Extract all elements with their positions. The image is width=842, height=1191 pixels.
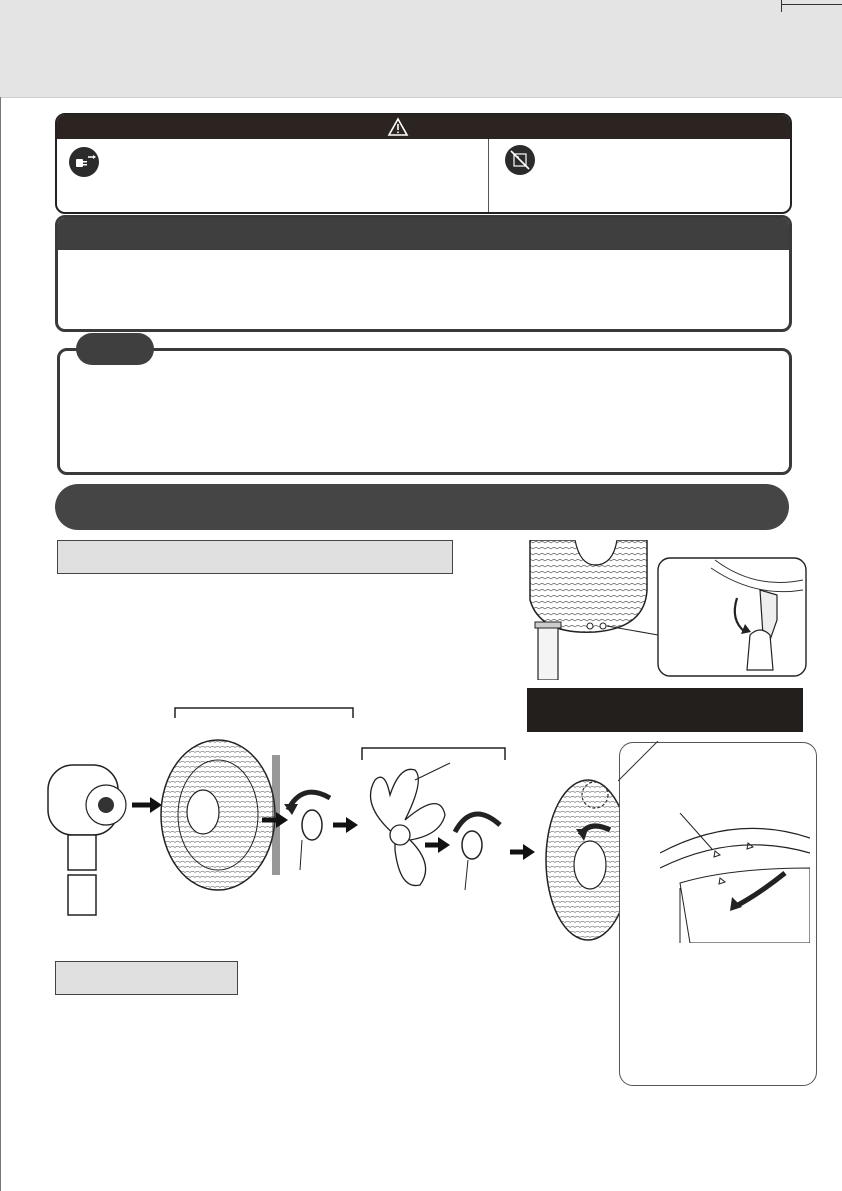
- alignment-mark-detail: [660, 813, 810, 943]
- step-label-care: [55, 961, 238, 995]
- warning-box: [55, 113, 792, 214]
- caution-header-bar: [58, 218, 789, 250]
- crop-mark: [782, 4, 842, 5]
- note-tag: [76, 333, 154, 365]
- alignment-callout: [619, 742, 817, 1086]
- warning-divider: [488, 139, 489, 212]
- guard-clip-illustration: [515, 540, 810, 680]
- page-header-band: [0, 0, 842, 98]
- callout-connector-lines: [618, 741, 666, 1081]
- warning-header-bar: [57, 115, 790, 139]
- section-title-bar: [55, 484, 789, 530]
- unplug-icon: [69, 147, 99, 177]
- warning-triangle-icon: [387, 117, 409, 137]
- caution-box: [55, 215, 792, 332]
- no-water-icon: [505, 145, 535, 175]
- step-label-removal: [57, 540, 453, 574]
- crop-mark: [781, 0, 782, 12]
- page-left-rule: [0, 97, 1, 1191]
- note-box: [57, 348, 792, 475]
